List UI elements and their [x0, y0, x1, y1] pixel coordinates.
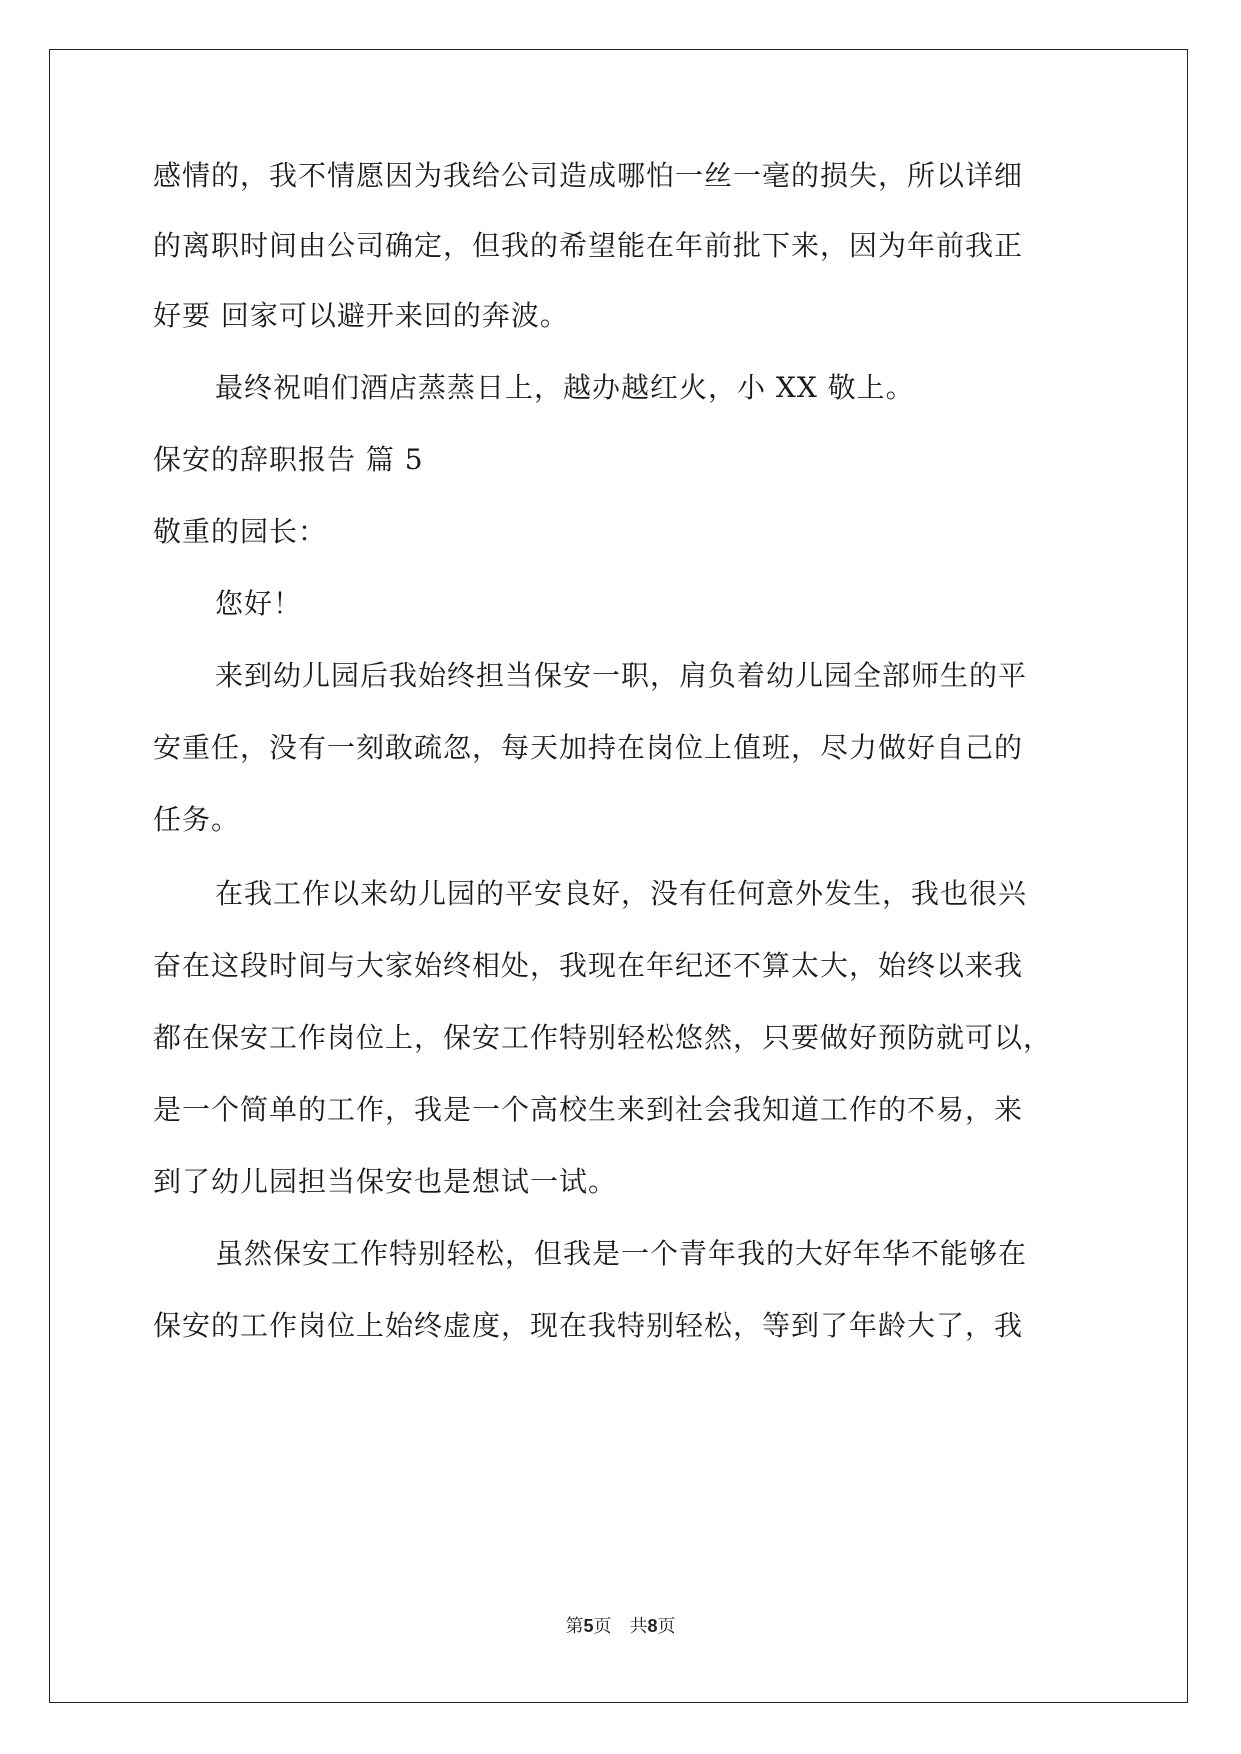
footer-page-number: 5	[583, 1616, 594, 1636]
greeting: 您好！	[215, 587, 303, 620]
paragraph-1-line-1: 来到幼儿园后我始终担当保安一职，肩负着幼儿园全部师生的平	[215, 659, 1028, 692]
paragraph-3-line-1: 虽然保安工作特别轻松，但我是一个青年我的大好年华不能够在	[215, 1237, 1028, 1270]
paragraph-2-line-3: 都在保安工作岗位上，保安工作特别轻松悠然，只要做好预防就可以，	[153, 1021, 1053, 1054]
salutation: 敬重的园长：	[153, 515, 328, 548]
closing-wish: 最终祝咱们酒店蒸蒸日上，越办越红火，小 XX 敬上。	[215, 371, 915, 404]
body-line-3: 好要 回家可以避开来回的奔波。	[153, 299, 569, 332]
paragraph-2-line-4: 是一个简单的工作，我是一个高校生来到社会我知道工作的不易，来	[153, 1093, 1024, 1126]
paragraph-2-line-1: 在我工作以来幼儿园的平安良好，没有任何意外发生，我也很兴	[215, 877, 1028, 910]
body-line-2: 的离职时间由公司确定，但我的希望能在年前批下来，因为年前我正	[153, 229, 1024, 262]
footer-total-unit: 页	[657, 1616, 676, 1637]
page-footer	[0, 1614, 1241, 1639]
footer-prefix: 第	[565, 1616, 584, 1637]
body-line-1: 感情的，我不情愿因为我给公司造成哪怕一丝一毫的损失，所以详细	[153, 159, 1024, 192]
section-title: 保安的辞职报告 篇 5	[153, 443, 424, 476]
footer-total-pages: 8	[647, 1616, 658, 1636]
paragraph-1-line-3: 任务。	[153, 803, 241, 836]
paragraph-2-line-2: 奋在这段时间与大家始终相处，我现在年纪还不算太大，始终以来我	[153, 949, 1024, 982]
paragraph-2-line-5: 到了幼儿园担当保安也是想试一试。	[153, 1165, 618, 1198]
footer-page-unit: 页	[593, 1616, 612, 1637]
paragraph-3-line-2: 保安的工作岗位上始终虚度，现在我特别轻松，等到了年龄大了，我	[153, 1309, 1024, 1342]
footer-total-prefix: 共	[629, 1616, 648, 1637]
paragraph-1-line-2: 安重任，没有一刻敢疏忽，每天加持在岗位上值班，尽力做好自己的	[153, 731, 1024, 764]
